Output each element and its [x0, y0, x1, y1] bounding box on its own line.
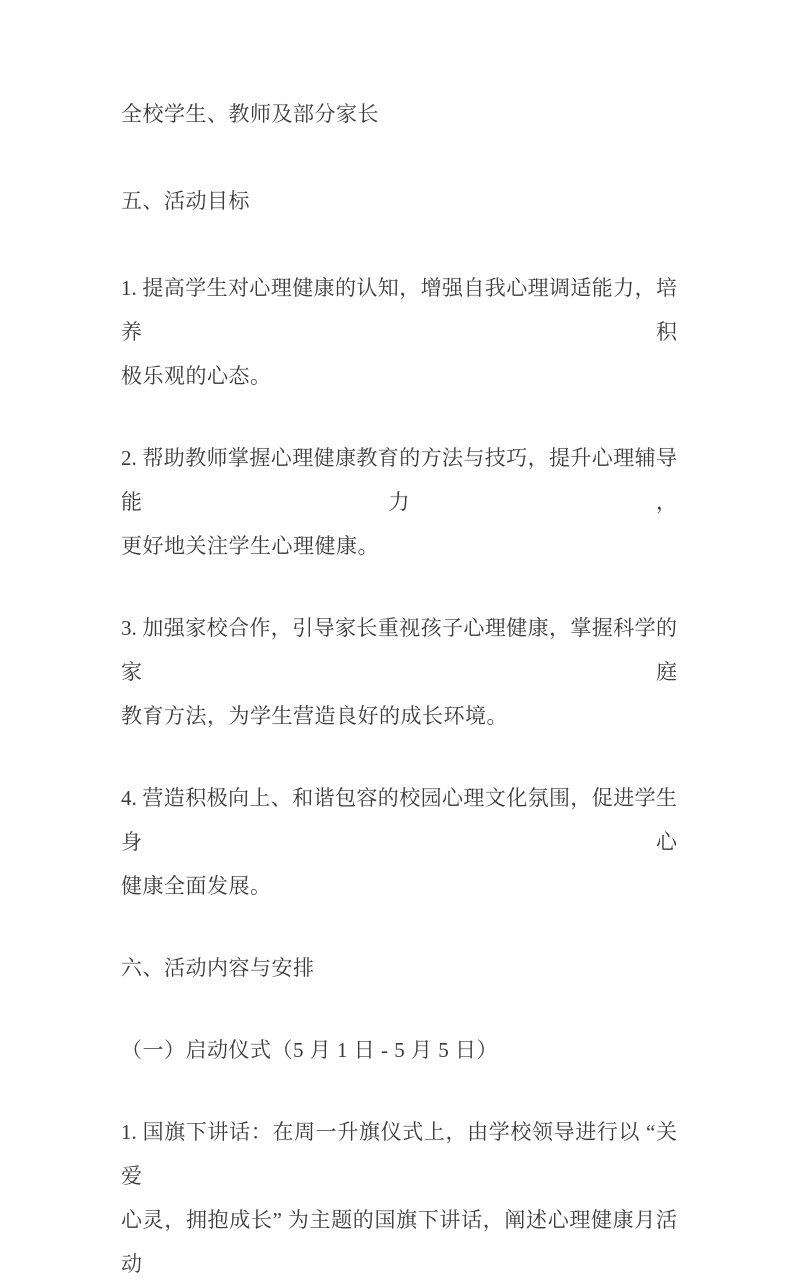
text-line: 更好地关注学生心理健康。	[121, 534, 379, 558]
section-heading	[121, 179, 677, 223]
section-heading	[121, 946, 677, 990]
text-line: 五、活动目标	[121, 189, 250, 213]
text-line: 3. 加强家校合作，引导家长重视孩子心理健康，掌握科学的家庭	[121, 616, 677, 684]
document-body	[121, 92, 677, 1286]
text-line: 心灵，拥抱成长” 为主题的国旗下讲话，阐述心理健康月活动	[121, 1208, 677, 1276]
paragraph	[121, 606, 677, 738]
text-line: 六、活动内容与安排	[121, 956, 315, 980]
text-line: 教育方法，为学生营造良好的成长环境。	[121, 704, 508, 728]
text-line: 1. 提高学生对心理健康的认知，增强自我心理调适能力，培养积	[121, 276, 677, 344]
paragraph	[121, 266, 677, 398]
text-line: 全校学生、教师及部分家长	[121, 102, 379, 126]
paragraph	[121, 1110, 677, 1286]
text-line: 健康全面发展。	[121, 874, 272, 898]
paragraph	[121, 776, 677, 908]
paragraph	[121, 1028, 677, 1072]
paragraph	[121, 436, 677, 568]
paragraph	[121, 92, 677, 136]
text-line: （一）启动仪式（5 月 1 日 - 5 月 5 日）	[121, 1038, 498, 1062]
text-line: 极乐观的心态。	[121, 364, 272, 388]
text-line: 1. 国旗下讲话：在周一升旗仪式上，由学校领导进行以 “关爱	[121, 1120, 677, 1188]
text-line: 4. 营造积极向上、和谐包容的校园心理文化氛围，促进学生身心	[121, 786, 677, 854]
text-line: 2. 帮助教师掌握心理健康教育的方法与技巧，提升心理辅导能力，	[121, 446, 677, 514]
